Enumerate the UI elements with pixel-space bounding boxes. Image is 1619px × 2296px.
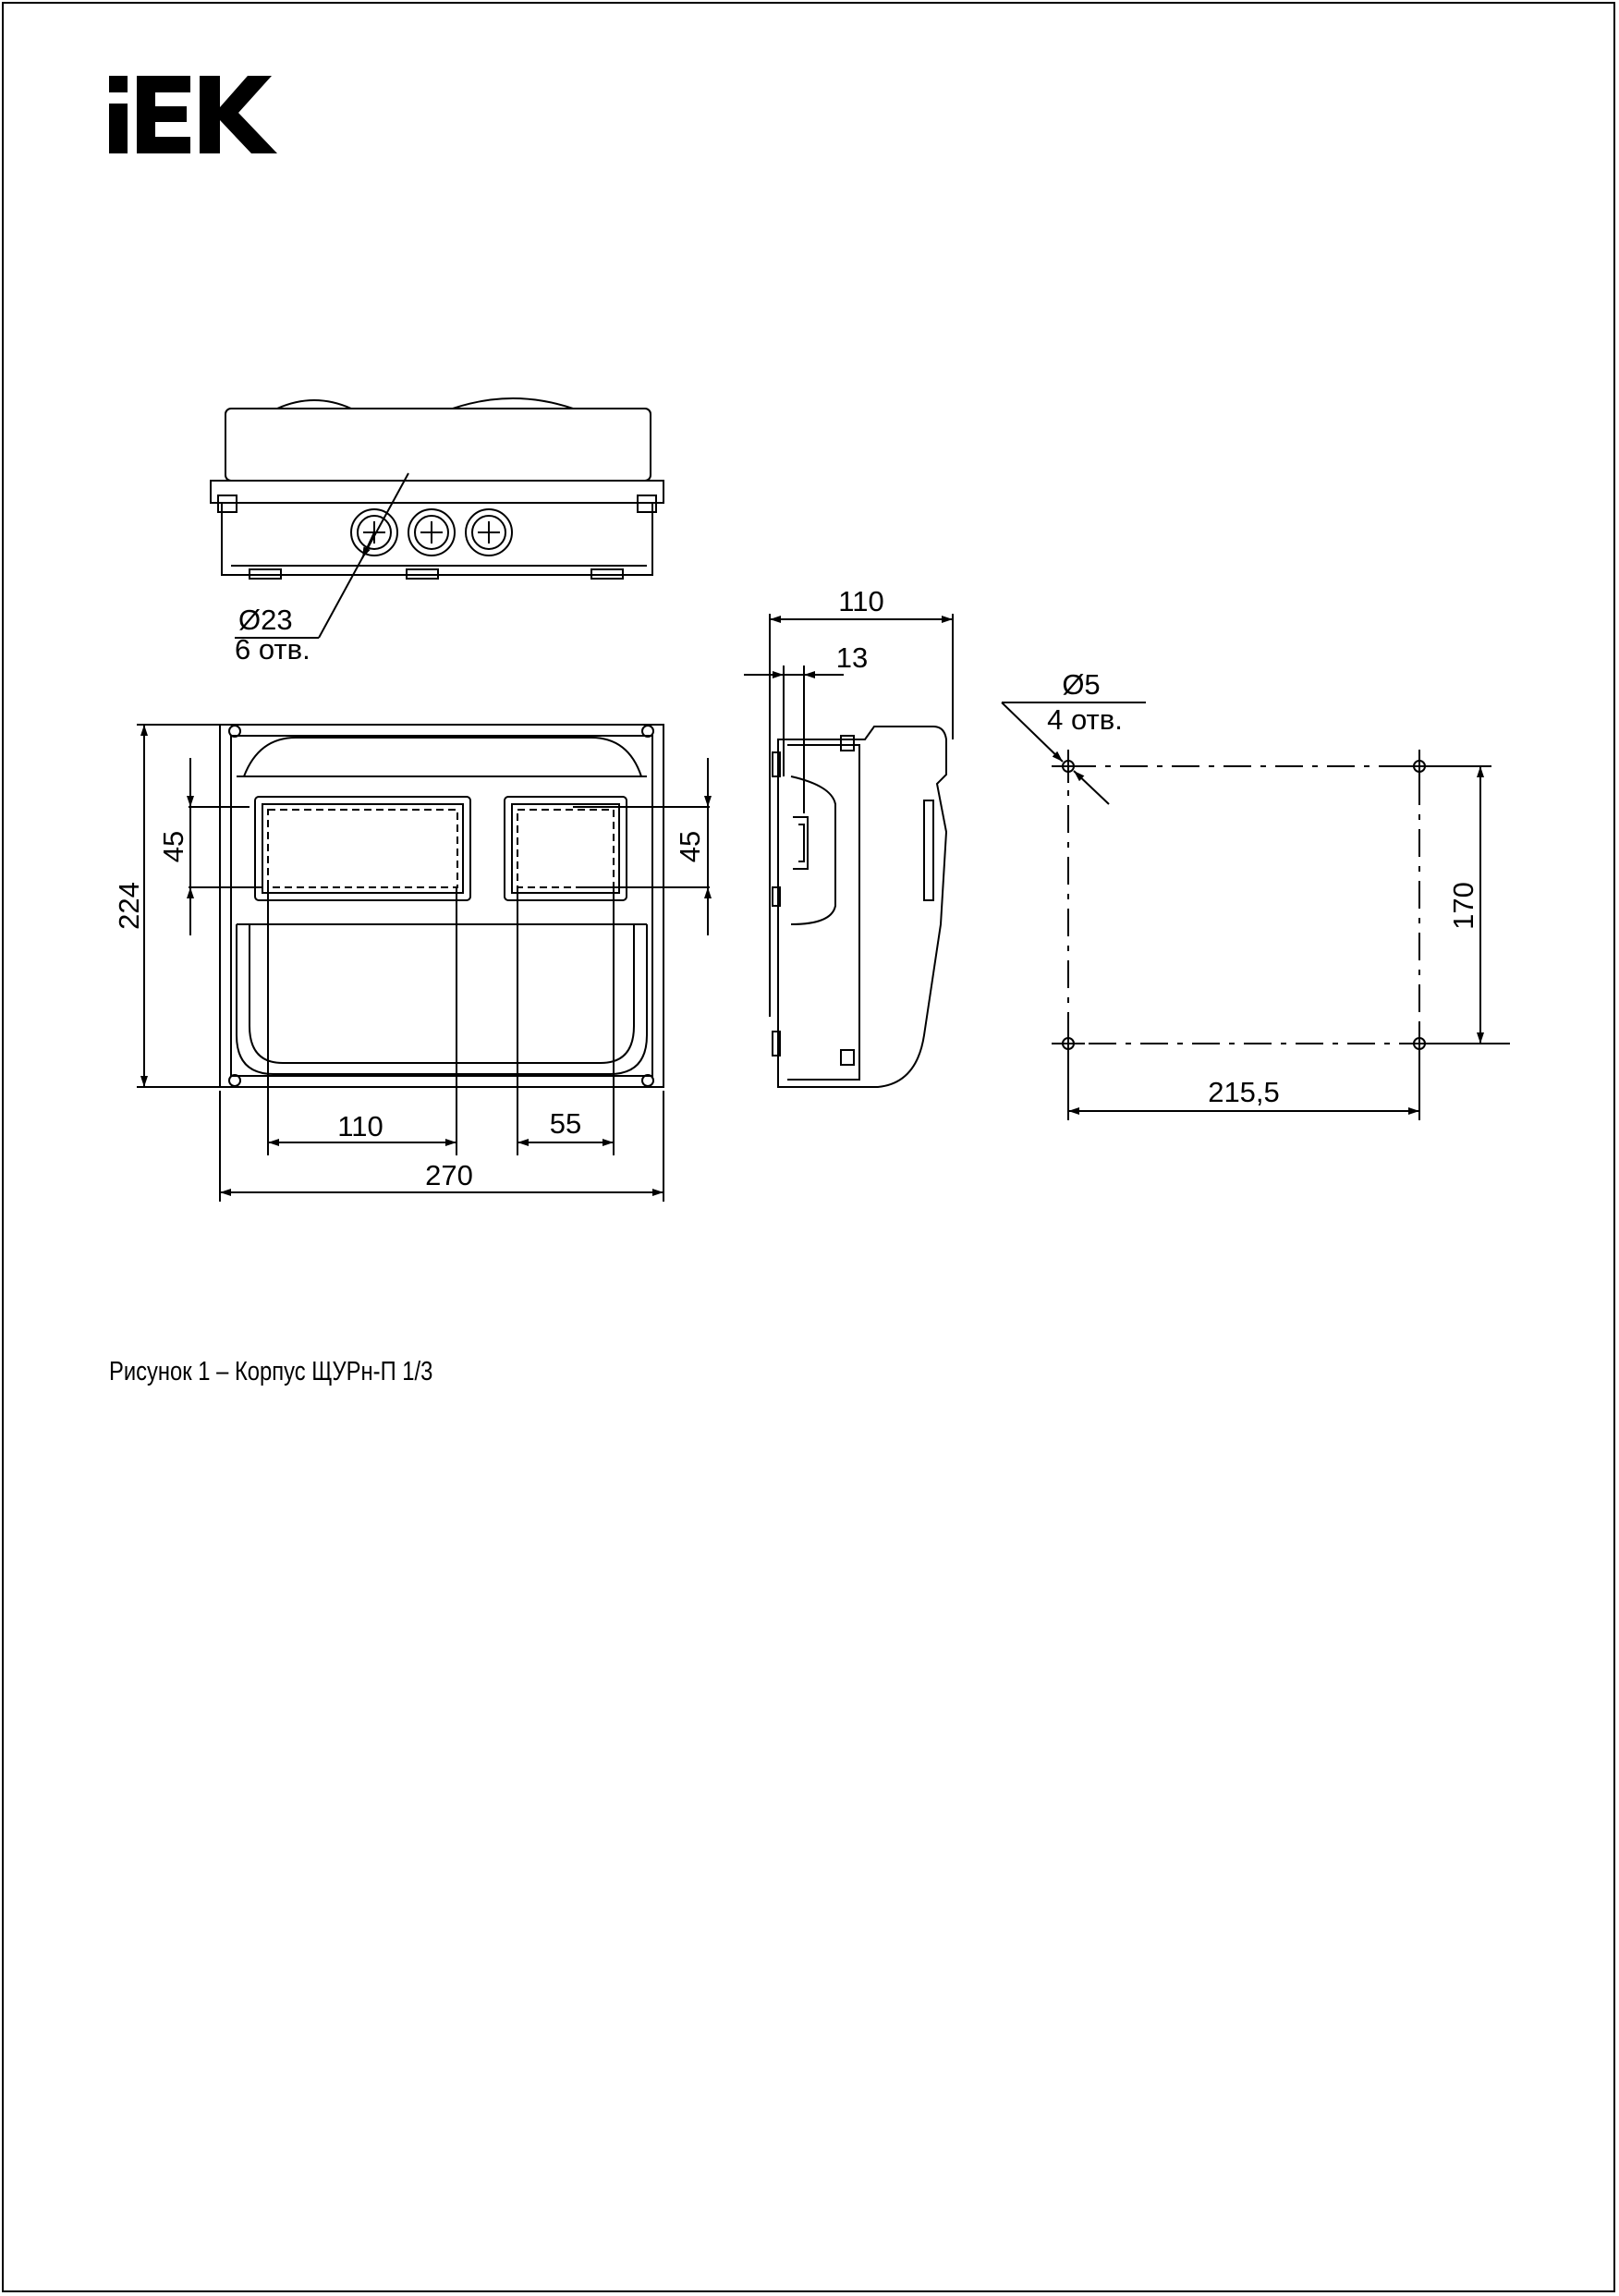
figure-caption: Рисунок 1 – Корпус ЩУРн-П 1/3 bbox=[109, 1357, 433, 1386]
mounting-scheme bbox=[1002, 702, 1510, 1120]
window-width-right-label: 55 bbox=[549, 1107, 582, 1140]
height-label: 224 bbox=[113, 882, 145, 930]
side-view bbox=[773, 727, 946, 1087]
width-label: 270 bbox=[425, 1159, 473, 1191]
window-width-left-label: 110 bbox=[337, 1110, 383, 1142]
mount-hole-count-label: 4 отв. bbox=[1047, 703, 1123, 736]
cable-entry-2 bbox=[408, 509, 455, 556]
side-dimension-lines bbox=[744, 614, 953, 1017]
mount-hole-diameter-label: Ø5 bbox=[1062, 668, 1101, 701]
front-view bbox=[137, 725, 710, 1202]
front-dimension-lines bbox=[144, 725, 708, 1192]
hole-count-label: 6 отв. bbox=[235, 633, 310, 666]
mount-vertical-label: 170 bbox=[1447, 882, 1479, 930]
depth-label: 110 bbox=[838, 585, 884, 617]
hole-diameter-label: Ø23 bbox=[238, 604, 293, 636]
top-view bbox=[211, 398, 663, 638]
window-height-right-label: 45 bbox=[674, 830, 706, 863]
window-height-left-label: 45 bbox=[157, 830, 189, 863]
cable-entry-3 bbox=[466, 509, 512, 556]
mount-horizontal-label: 215,5 bbox=[1208, 1076, 1280, 1108]
rail-offset-label: 13 bbox=[835, 641, 869, 674]
